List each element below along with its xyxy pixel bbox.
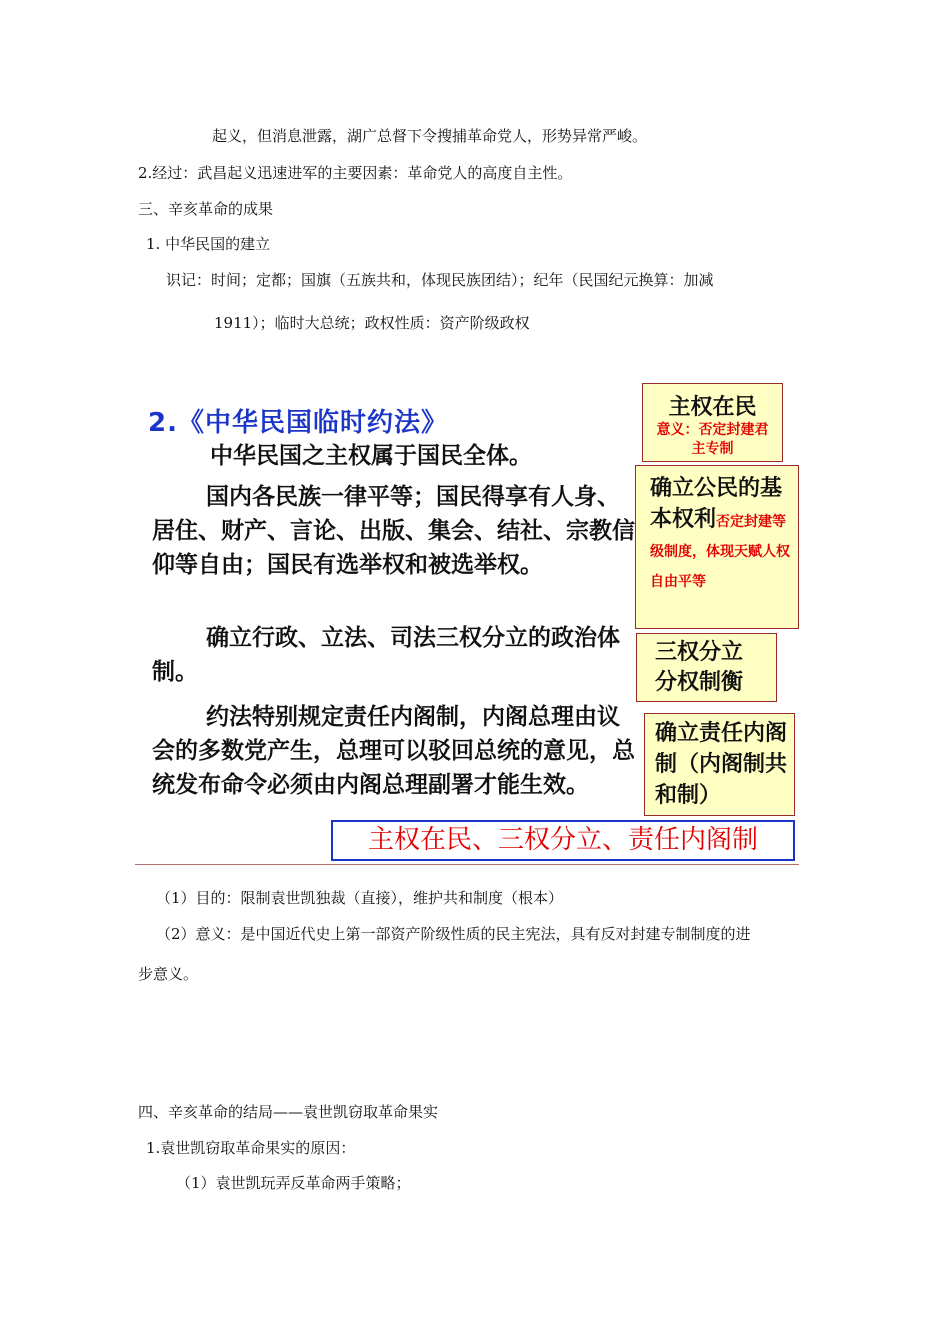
note-box-title: 主权在民 bbox=[668, 395, 757, 420]
note-box-title: 确立公民的基本权利 bbox=[650, 476, 783, 532]
text-line: 2.经过：武昌起义迅速进军的主要因素：革命党人的高度自主性。 bbox=[138, 164, 573, 182]
text-line: 识记：时间；定都；国旗（五族共和，体现民族团结）；纪年（民国纪元换算：加减 bbox=[166, 271, 714, 289]
note-box-note: 意义：否定封建君主专制 bbox=[656, 422, 769, 457]
note-box-title: 三权分立分权制衡 bbox=[655, 640, 744, 695]
slide-paragraph: 中华民国之主权属于国民全体。 bbox=[210, 443, 532, 469]
slide-title: 2.《中华民国临时约法》 bbox=[148, 408, 448, 438]
subsection-heading: 1. 中华民国的建立 bbox=[146, 235, 271, 253]
text-line: （1）袁世凯玩弄反革命两手策略； bbox=[176, 1174, 411, 1192]
slide-paragraph: 国内各民族一律平等；国民得享有人身、居住、财产、言论、出版、集会、结社、宗教信仰等自由；国民有选举权和被选举权。 bbox=[152, 484, 635, 578]
summary-box: 主权在民、三权分立、责任内阁制 bbox=[331, 820, 795, 861]
note-box-separation bbox=[636, 633, 777, 702]
section-heading: 四、辛亥革命的结局——袁世凯窃取革命果实 bbox=[138, 1103, 439, 1121]
section-heading: 三、辛亥革命的成果 bbox=[138, 200, 274, 218]
note-box-rights bbox=[635, 465, 799, 629]
subsection-heading: 1.袁世凯窃取革命果实的原因： bbox=[146, 1139, 356, 1157]
text-line: 1911）；临时大总统；政权性质：资产阶级政权 bbox=[214, 314, 530, 332]
slide-paragraph: 约法特别规定责任内阁制，内阁总理由议会的多数党产生，总理可以驳回总统的意见，总统发布命令必须由内阁总理副署才能生效。 bbox=[152, 704, 635, 798]
text-line: 起义，但消息泄露，湖广总督下令搜捕革命党人，形势异常严峻。 bbox=[212, 127, 648, 145]
text-line: 步意义。 bbox=[138, 965, 199, 983]
slide-paragraph: 确立行政、立法、司法三权分立的政治体制。 bbox=[152, 625, 620, 685]
text-line: （2）意义：是中国近代史上第一部资产阶级性质的民主宪法，具有反对封建专制制度的进 bbox=[156, 925, 751, 943]
note-box-note: 否定封建等级制度，体现天赋人权自由平等 bbox=[650, 514, 790, 590]
text-line: （1）目的：限制袁世凯独裁（直接），维护共和制度（根本） bbox=[156, 889, 564, 907]
note-box-cabinet bbox=[644, 713, 795, 816]
note-box-title: 确立责任内阁制（内阁制共和制） bbox=[655, 721, 788, 808]
divider bbox=[135, 864, 799, 865]
note-box-sovereignty bbox=[642, 383, 783, 462]
